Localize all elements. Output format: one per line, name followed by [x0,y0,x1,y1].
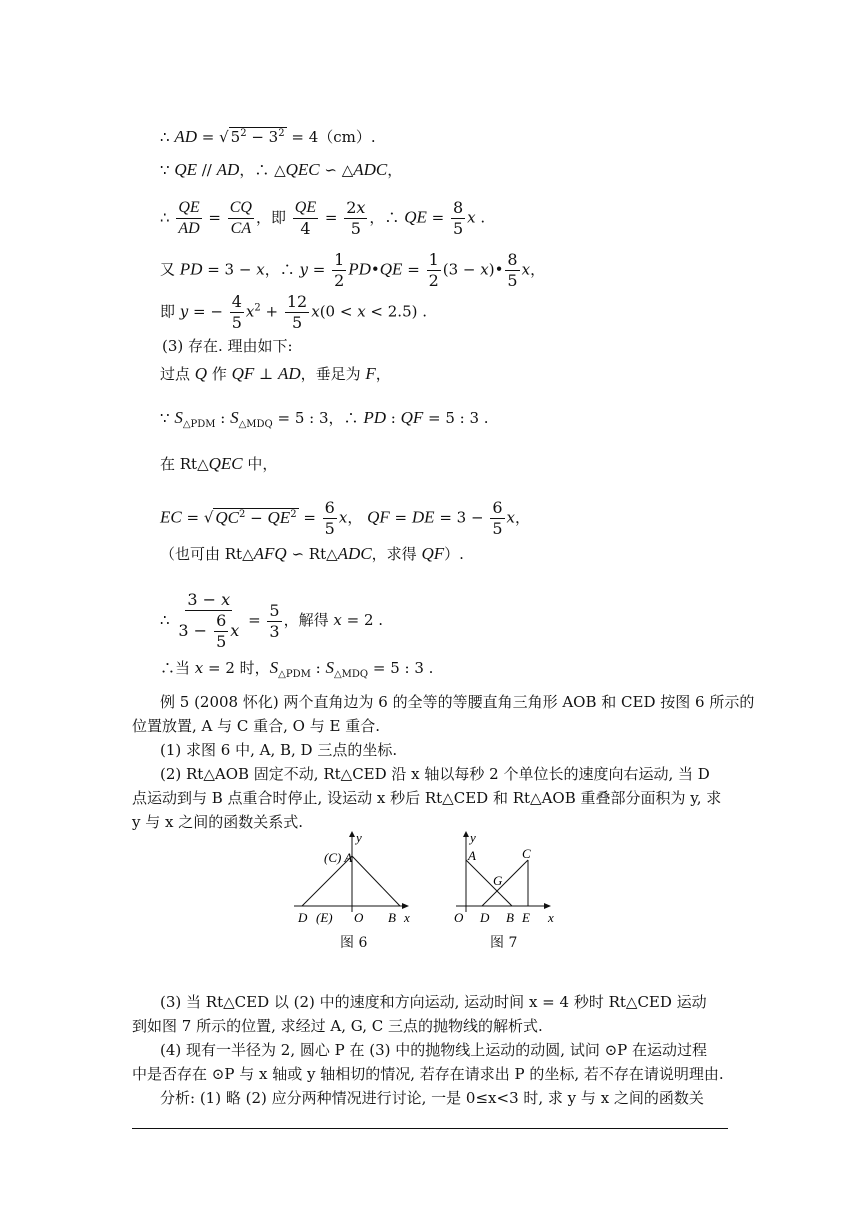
footer-rule [132,1128,728,1129]
example-5-part-3-b: 到如图 7 所示的位置, 求经过 A, G, C 三点的抛物线的解析式. [132,1017,543,1035]
fig6-label-x: x [404,910,410,925]
fig6-label-o: O [354,910,364,925]
fig6-label-ca: (C) A [324,850,353,865]
line-ad-value: ∴ AD = √ $5^2 - 3^2 = 4(cm)$. [160,127,376,146]
line-area-ratio: ∵ $S_{\triangle PDM}$ : $S_{\triangle MDQ} = 5$ : 3，∴ PD : QF = 5 : 3 . [160,408,489,430]
fig7-label-x: x [548,910,554,925]
line-parallel: ∵ QE // AD，∴ △QEC ∽ △ADC， [160,160,403,179]
line-solve: ∴ 3 − x 3 − $\frac{6}{5}$ x = $\frac{5}{3}$ ，解得 x = 2 . [160,590,384,651]
line-rt: 在 Rt△QEC 中， [160,454,278,473]
line-qf: 过点 Q 作 QF ⊥ AD，垂足为 F， [160,364,391,383]
fig7-label-y: y [470,830,476,845]
fig6-label-e: (E) [316,910,333,925]
fig7-label-a: A [468,848,476,863]
fig7-label-o: O [454,910,464,925]
example-5-part-2-a: (2) Rt△AOB 固定不动, Rt△CED 沿 x 轴以每秒 2 个单位长的速度向右运动, 当 D [160,765,710,783]
example-5-line-1: 例 5 (2008 怀化) 两个直角边为 6 的全等的等腰直角三角形 AOB 和 CED 按图 6 所示的 [160,693,755,711]
figure-6-caption: 图 6 [340,935,368,951]
line-alt: （也可由 Rt△AFQ ∽ Rt△ADC，求得 QF）. [160,544,464,563]
fig7-label-e: E [522,910,530,925]
example-5-part-1: (1) 求图 6 中, A, B, D 三点的坐标. [160,741,398,759]
fig6-side-ab [352,856,400,906]
example-5-part-2-c: y 与 x 之间的函数关系式. [132,813,304,831]
example-5-part-3-a: (3) 当 Rt△CED 以 (2) 中的速度和方向运动, 运动时间 x = 4 秒时 Rt△CED 运动 [160,993,707,1011]
analysis-line: 分析: (1) 略 (2) 应分两种情况进行讨论, 一是 0≤x<3 时, 求 y 与 x 之间的函数关 [160,1089,704,1107]
line-y-expression: 即 y = − $\frac{4}{5}$ $x^2$ + $\frac{12}{5}$ x(0 < x < 2.5) . [160,292,428,332]
fig6-label-y: y [356,830,362,845]
fig7-label-b: B [506,910,514,925]
fig7-label-g: G [493,873,503,888]
figure-6 [290,830,430,930]
line-ratio: ∴ $\frac{QE}{AD}$ = $\frac{CQ}{CA}$ ，即 $\frac{QE}{4}$ = $\frac{2x}{5}$ ，∴ QE = $\frac{8}{5}$ x . [160,198,486,238]
example-5-part-4-a: (4) 现有一半径为 2, 圆心 P 在 (3) 中的抛物线上运动的动圆, 试问 ⊙P 在运动过程 [160,1041,708,1059]
line-part3: (3) 存在. 理由如下: [162,337,293,355]
fig6-label-d: D [298,910,308,925]
figure-7-caption: 图 7 [490,935,518,951]
fig7-label-d: D [480,910,490,925]
example-5-part-4-b: 中是否存在 ⊙P 与 x 轴或 y 轴相切的情况, 若存在请求出 P 的坐标, 若不存在请说明理由. [132,1065,724,1083]
example-5-part-2-b: 点运动到与 B 点重合时停止, 设运动 x 秒后 Rt△CED 和 Rt△AOB 重叠部分面积为 y, 求 [132,789,722,807]
fig7-label-c: C [522,846,531,861]
line-pd: 又 PD = 3 − x，∴ y = $\frac{1}{2}$ PD•QE = $\frac{1}{2}$ (3 − x)• $\frac{8}{5}$ x， [160,250,546,290]
figure-7 [448,830,568,930]
fig6-label-b: B [388,910,396,925]
line-conclusion: ∴当 x = 2 时，$S_{\triangle PDM}$ : $S_{\triangle MDQ} = 5$ : 3 . [160,658,434,680]
line-ec: EC = √ $QC^2 - QE^2$ = $\frac{6}{5}$ x， QF = DE = 3 − $\frac{6}{5}$ x， [160,498,530,538]
example-5-line-2: 位置放置, A 与 C 重合, O 与 E 重合. [132,717,381,735]
